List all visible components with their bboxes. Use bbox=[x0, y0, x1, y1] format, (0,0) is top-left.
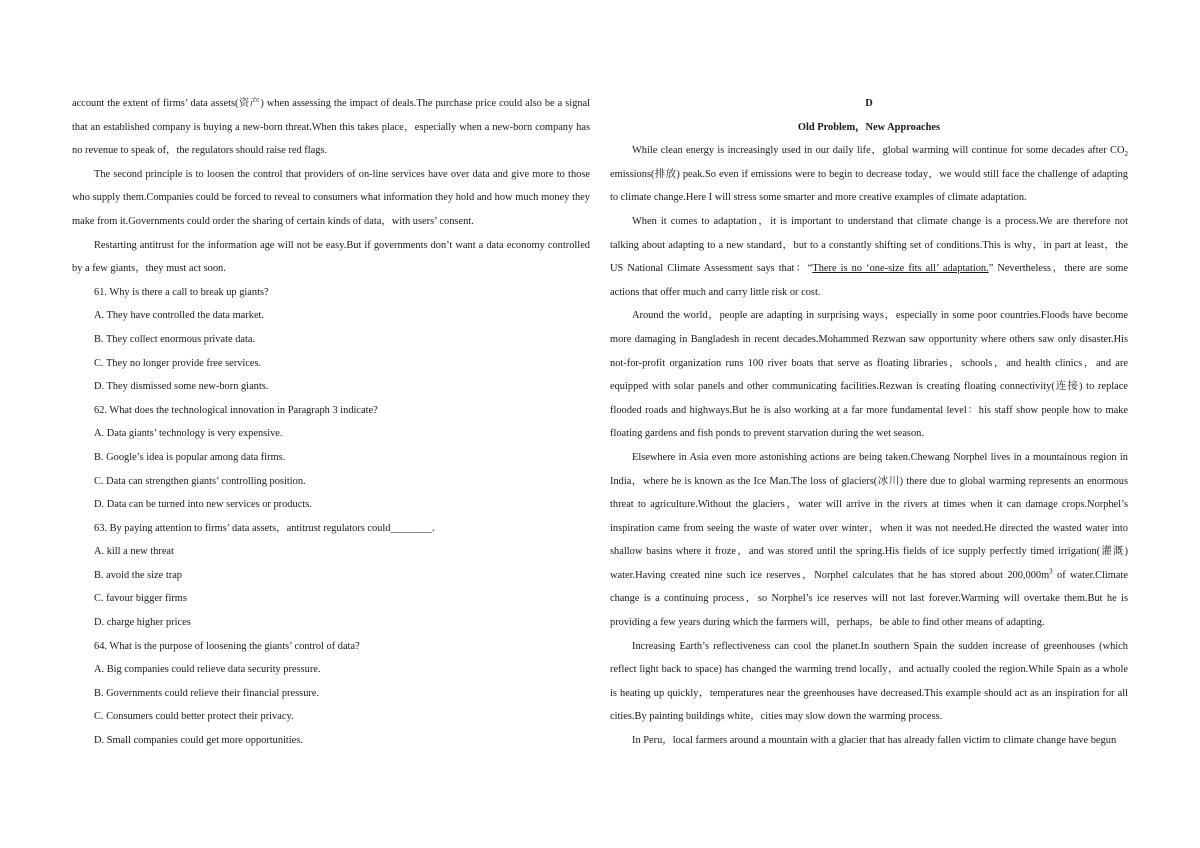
passage-title: Old Problem，New Approaches bbox=[797, 121, 941, 133]
question-62: 62. What does the technological innovation in Paragraph 3 indicate? bbox=[94, 404, 378, 416]
underlined-quote: There is no ‘one-size fits all’ adaptation. bbox=[812, 263, 989, 275]
section-letter: D bbox=[865, 98, 873, 109]
question-63-option-a: A. kill a new threat bbox=[94, 546, 174, 558]
question-61-option-a: A. They have controlled the data market. bbox=[94, 310, 265, 322]
superscript-text: 3 bbox=[1049, 567, 1053, 576]
paragraph-text: ” Nevertheless，there are some actions that offer much and carry little risk or cost. bbox=[610, 263, 1129, 298]
question-63-option-b: B. avoid the size trap bbox=[94, 569, 183, 581]
question-62-option-b: B. Google’s idea is popular among data firms. bbox=[94, 451, 286, 463]
paragraph-text: When it comes to adaptation，it is important to understand that climate change is a process.We are therefore not talking about adapting to a new standard，but to a constantly shifting set of conditions.This is why，in part at least，the US National Climate Assessment says that：“ bbox=[610, 215, 1128, 275]
passage-paragraph bbox=[610, 139, 1128, 210]
passage-paragraph: Around the world，people are adapting in surprising ways，especially in some poor countries.Floods have become more damaging in Bangladesh in recent decades.Mohammed Rezwan saw opportunity where others saw only disaster.His not-for-profit organization runs 100 river boats that serve as floating libraries，schools，and health clinics，and are equipped with solar panels and other communicating facilities.Rezwan is creating floating connectivity(连接) to replace flooded roads and highways.But he is also working at a far more fundamental level：his staff show people how to make floating gardens and fish ponds to prevent starvation during the wet season. bbox=[610, 310, 1128, 440]
question-62-option-d: D. Data can be turned into new services or products. bbox=[94, 499, 312, 511]
question-64-option-d: D. Small companies could get more opportunities. bbox=[94, 735, 303, 747]
passage-paragraph bbox=[610, 210, 1128, 304]
question-63-option-d: D. charge higher prices bbox=[94, 617, 191, 629]
paragraph-text: Elsewhere in Asia even more astonishing actions are being taken.Chewang Norphel lives in a mountainous region in India，where he is known as the Ice Man.The loss of glaciers(冰川) there due to global warming represents an enormous threat to agriculture.Without the glaciers，water will arrive in the rivers at times when it can damage crops.Norphel’s inspiration came from seeing the waste of water over winter，when it was not needed.He directed the wasted water into shallow basins where it froze，and was stored until the spring.His fields of ice supply perfectly timed irrigation(灌溉) water.Having created nine such ice reserves，Norphel calculates that he has stored about 200,000m bbox=[610, 451, 1128, 581]
paragraph-text: emissions(排放) peak.So even if emissions were to begin to decrease today，we would still face the challenge of adapting to climate change.Here I will stress some smarter and more creative examples of climate adaptation. bbox=[610, 168, 1128, 204]
question-64-option-b: B. Governments could relieve their financial pressure. bbox=[94, 687, 320, 699]
question-62-option-a: A. Data giants’ technology is very expensive. bbox=[94, 428, 283, 440]
question-64: 64. What is the purpose of loosening the giants’ control of data? bbox=[94, 640, 360, 652]
question-63: 63. By paying attention to firms’ data assets，antitrust regulators could________. bbox=[94, 522, 435, 534]
right-column bbox=[610, 92, 1128, 753]
question-63-option-c: C. favour bigger firms bbox=[94, 593, 187, 605]
passage-paragraph bbox=[610, 446, 1128, 635]
question-61-option-c: C. They no longer provide free services. bbox=[94, 357, 262, 369]
paragraph-text: While clean energy is increasingly used in our daily life，global warming will continue for some decades after CO bbox=[632, 145, 1125, 157]
question-61: 61. Why is there a call to break up giants? bbox=[94, 286, 269, 298]
passage-paragraph: The second principle is to loosen the control that providers of on-line services have over data and give more to those who supply them.Companies could be forced to reveal to consumers what information they hold and how much money they make from it.Governments could order the sharing of certain kinds of data，with users’ consent. bbox=[72, 168, 590, 227]
passage-paragraph: Increasing Earth’s reflectiveness can cool the planet.In southern Spain the sudden increase of greenhouses (which reflect light back to space) has changed the warming trend locally，and actually cooled the region.While Spain as a whole is heating up quickly，temperatures near the greenhouses have decreased.This example should act as an inspiration for all cities.By painting buildings white，cities may slow down the warming process. bbox=[610, 640, 1128, 723]
subscript-text: 2 bbox=[1124, 150, 1128, 159]
passage-paragraph: account the extent of firms’ data assets(资产) when assessing the impact of deals.The purchase price could also be a signal that an established company is buying a new-born threat.When this takes place，especially when a new-born company has no revenue to speak of，the regulators should raise red flags. bbox=[72, 98, 590, 157]
paragraph-text: of water.Climate change is a continuing process，so Norphel’s ice reserves will not last forever.Warming will overtake them.But he is providing a few years during which the farmers will，perhaps，be able to find other means of adapting. bbox=[610, 569, 1128, 629]
passage-paragraph: Restarting antitrust for the information age will not be easy.But if governments don’t want a data economy controlled by a few giants，they must act soon. bbox=[72, 239, 590, 275]
question-61-option-d: D. They dismissed some new-born giants. bbox=[94, 381, 269, 393]
question-64-option-c: C. Consumers could better protect their privacy. bbox=[94, 711, 294, 723]
passage-paragraph: In Peru，local farmers around a mountain with a glacier that has already fallen victim to climate change have begun bbox=[632, 735, 1117, 747]
question-61-option-b: B. They collect enormous private data. bbox=[94, 333, 256, 345]
question-62-option-c: C. Data can strengthen giants’ controlling position. bbox=[94, 475, 306, 487]
question-64-option-a: A. Big companies could relieve data security pressure. bbox=[94, 664, 321, 676]
left-column bbox=[72, 92, 590, 753]
